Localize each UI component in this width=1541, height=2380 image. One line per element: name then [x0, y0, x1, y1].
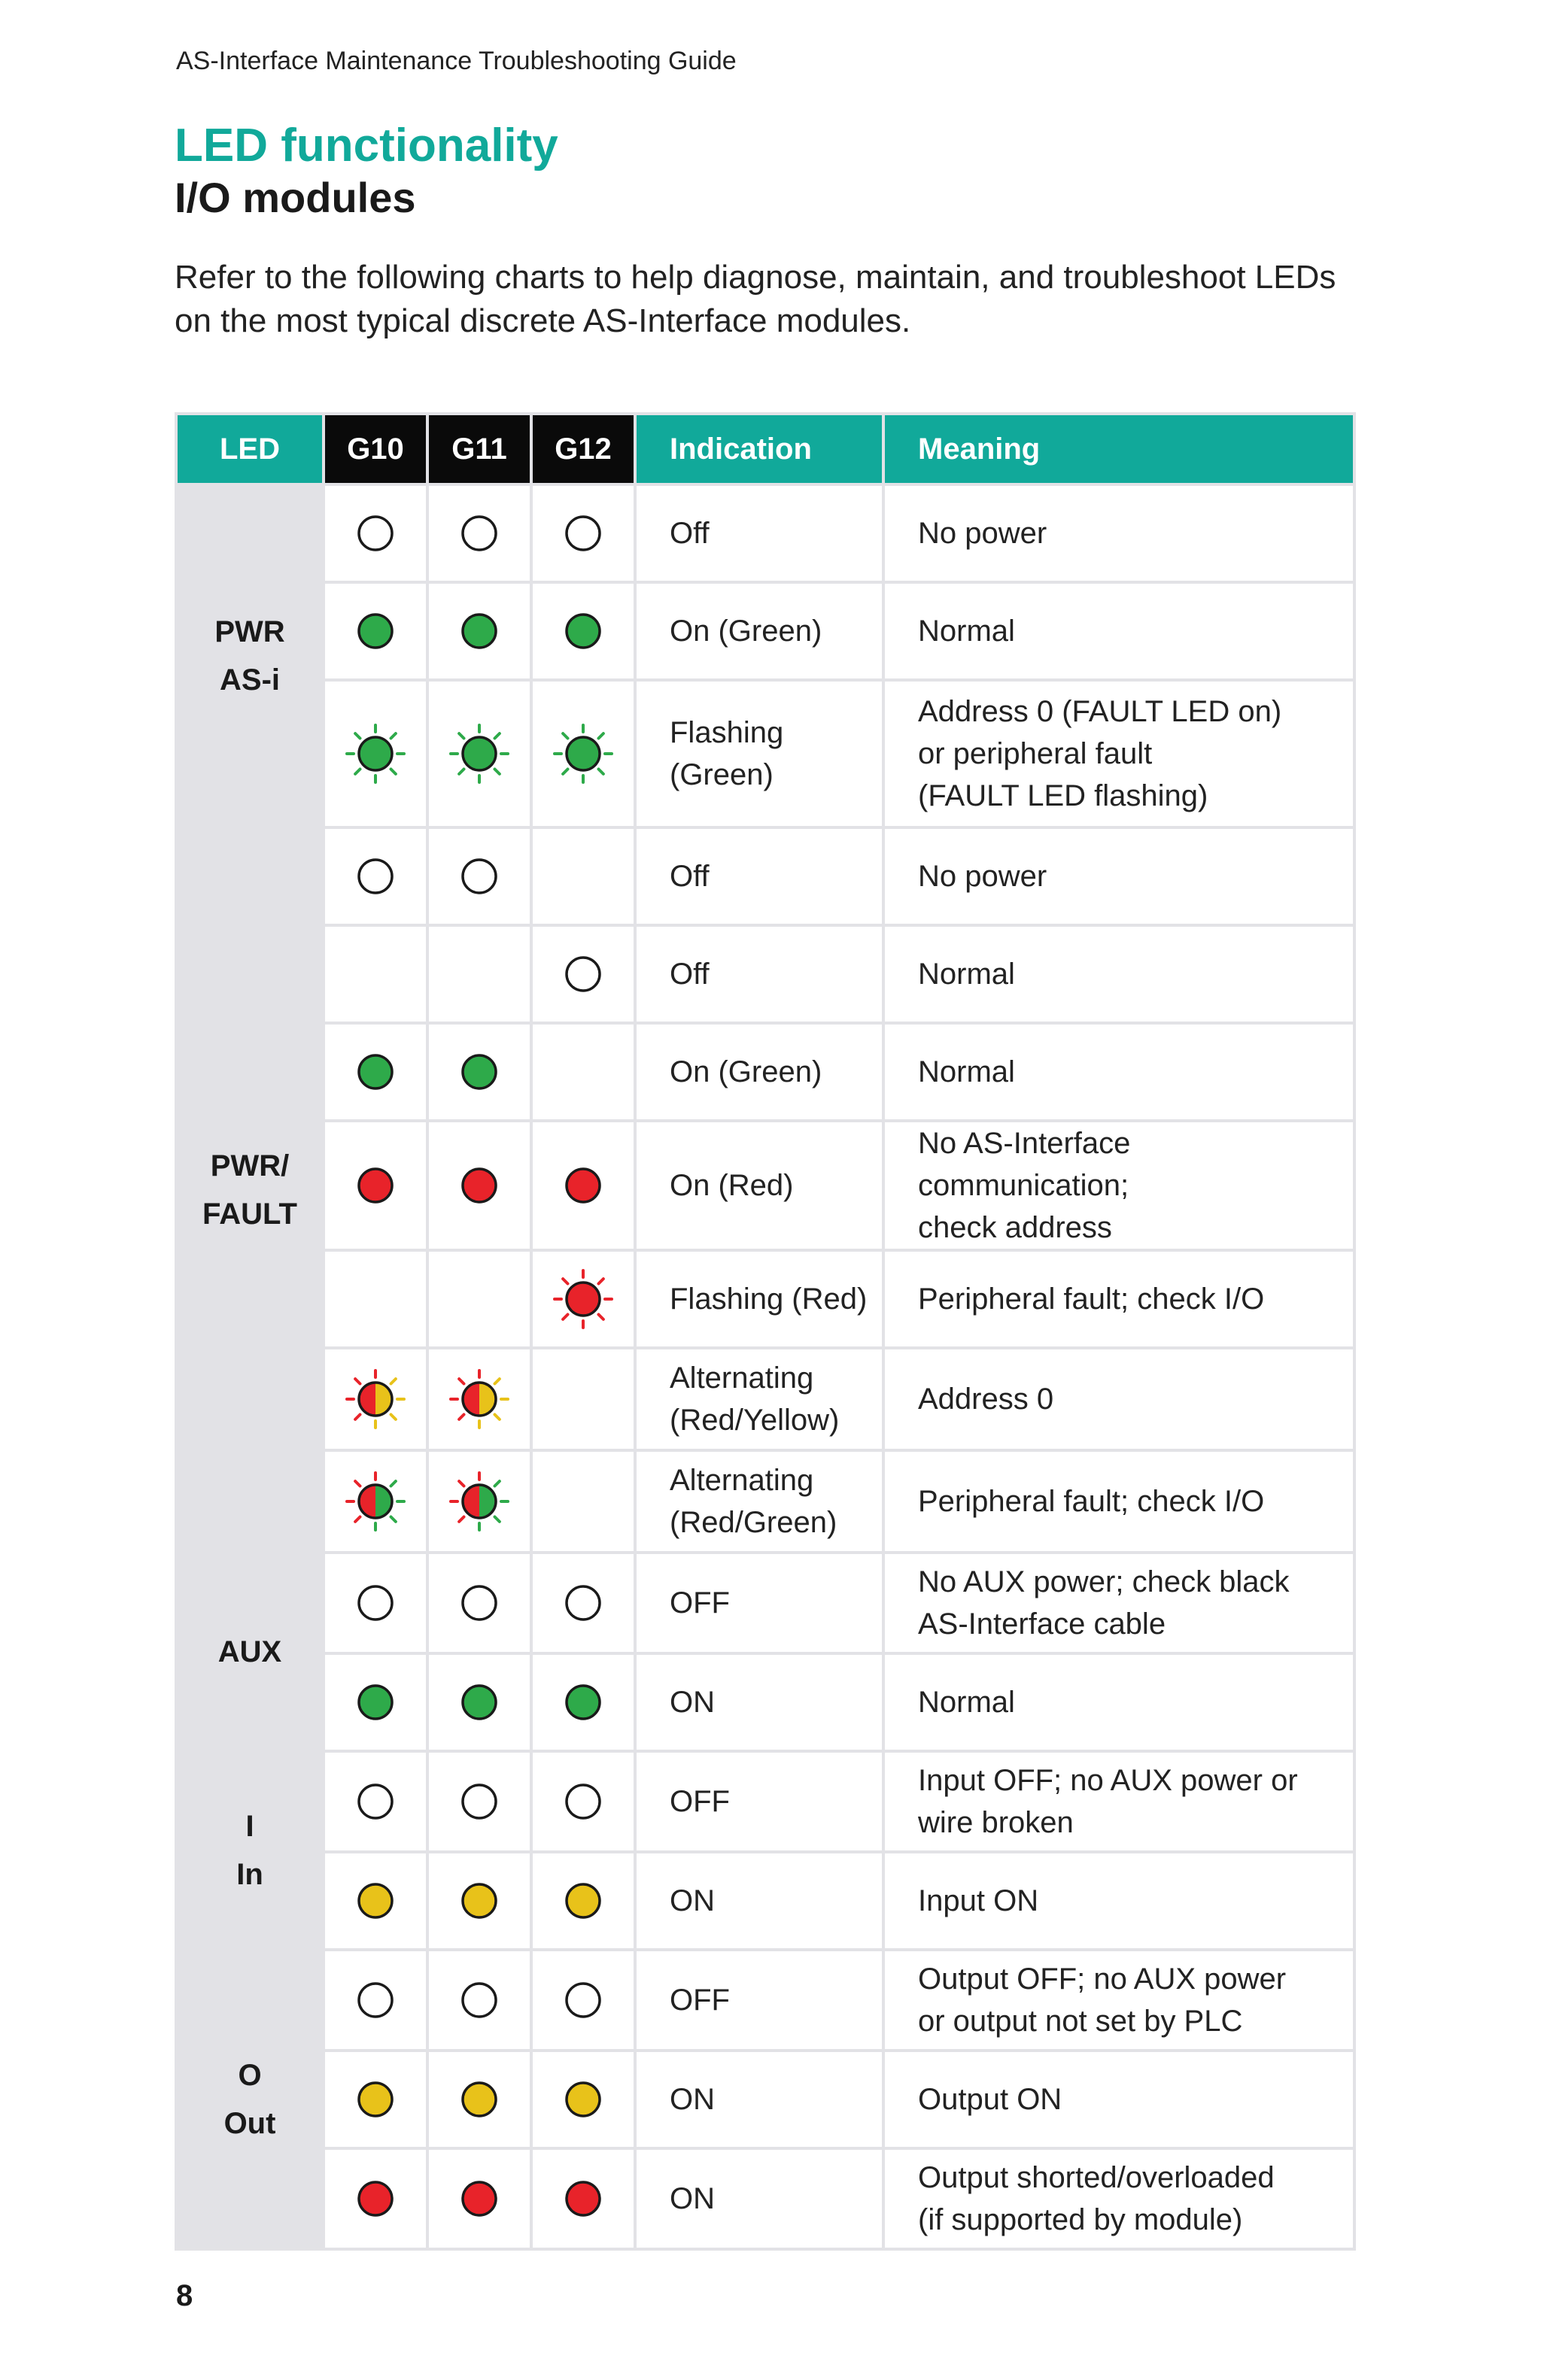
- led-off-icon: [552, 502, 615, 565]
- led-yellow-icon: [448, 1869, 511, 1932]
- led-green-flashing-icon: [448, 722, 511, 785]
- led-cell-g12: [531, 2148, 635, 2249]
- header-led: LED: [176, 414, 324, 484]
- header-g10: G10: [324, 414, 427, 484]
- table-row: [176, 925, 1354, 1023]
- led-cell-g12: [531, 1950, 635, 2051]
- meaning-cell: Normal: [883, 1023, 1354, 1121]
- led-group-label: PWR AS-i: [176, 484, 324, 827]
- led-cell-g12: [531, 925, 635, 1023]
- led-red-icon: [344, 2167, 407, 2230]
- led-cell-g10: [324, 582, 427, 680]
- led-off-icon: [344, 1770, 407, 1833]
- table-body: [176, 484, 1354, 2249]
- led-cell-g11: [427, 2051, 531, 2148]
- led-off-icon: [552, 1969, 615, 2032]
- led-red-icon: [344, 1154, 407, 1217]
- led-cell-g10: [324, 827, 427, 925]
- meaning-cell: No AUX power; check black AS-Interface cable: [883, 1553, 1354, 1653]
- led-red-icon: [552, 1154, 615, 1217]
- led-cell-g12: [531, 1653, 635, 1751]
- led-cell-g12: [531, 680, 635, 827]
- led-off-icon: [552, 1571, 615, 1635]
- meaning-cell: No power: [883, 827, 1354, 925]
- led-cell-g11: [427, 1348, 531, 1450]
- led-off-icon: [344, 845, 407, 908]
- led-cell-g10: [324, 1653, 427, 1751]
- table-row: [176, 1852, 1354, 1950]
- led-cell-g10: [324, 680, 427, 827]
- indication-cell: Off: [635, 484, 883, 582]
- indication-cell: Off: [635, 827, 883, 925]
- led-cell-g12: [531, 827, 635, 925]
- meaning-cell: No AS-Interface communication; check address: [883, 1121, 1354, 1250]
- meaning-cell: Address 0: [883, 1348, 1354, 1450]
- led-group-label: I In: [176, 1751, 324, 1950]
- meaning-cell: Output ON: [883, 2051, 1354, 2148]
- led-cell-g10: [324, 1751, 427, 1852]
- led-yellow-icon: [344, 1869, 407, 1932]
- page-subtitle: I/O modules: [175, 174, 416, 221]
- led-red-yellow-alternating-icon: [448, 1368, 511, 1431]
- led-cell-g12: [531, 582, 635, 680]
- led-cell-g12: [531, 1250, 635, 1348]
- meaning-cell: Address 0 (FAULT LED on) or peripheral fault (FAULT LED flashing): [883, 680, 1354, 827]
- led-cell-g10: [324, 1950, 427, 2051]
- intro-paragraph: Refer to the following charts to help diagnose, maintain, and troubleshoot LEDs on the most typical discrete AS-Interface modules.: [175, 259, 1336, 339]
- indication-cell: On (Green): [635, 1023, 883, 1121]
- header-g12: G12: [531, 414, 635, 484]
- led-cell-g10: [324, 1450, 427, 1553]
- led-functionality-table: [175, 412, 1356, 2251]
- led-cell-g11: [427, 925, 531, 1023]
- meaning-cell: Output shorted/overloaded (if supported by module): [883, 2148, 1354, 2249]
- led-cell-g12: [531, 1348, 635, 1450]
- led-red-icon: [448, 2167, 511, 2230]
- led-green-icon: [344, 1040, 407, 1103]
- led-cell-g12: [531, 1553, 635, 1653]
- table-row: [176, 1250, 1354, 1348]
- led-red-icon: [552, 2167, 615, 2230]
- led-cell-g11: [427, 1950, 531, 2051]
- led-yellow-icon: [552, 1869, 615, 1932]
- meaning-cell: Normal: [883, 1653, 1354, 1751]
- led-cell-g11: [427, 680, 531, 827]
- meaning-cell: Peripheral fault; check I/O: [883, 1250, 1354, 1348]
- led-off-icon: [448, 502, 511, 565]
- meaning-cell: No power: [883, 484, 1354, 582]
- meaning-cell: Input ON: [883, 1852, 1354, 1950]
- led-cell-g10: [324, 484, 427, 582]
- table-header-row: [176, 414, 1354, 484]
- indication-cell: OFF: [635, 1553, 883, 1653]
- led-cell-g10: [324, 1553, 427, 1653]
- meaning-cell: Normal: [883, 582, 1354, 680]
- indication-cell: ON: [635, 2051, 883, 2148]
- led-cell-g10: [324, 1348, 427, 1450]
- indication-cell: Off: [635, 925, 883, 1023]
- led-off-icon: [448, 1571, 511, 1635]
- led-group-label: O Out: [176, 1950, 324, 2249]
- table-row: [176, 1450, 1354, 1553]
- led-cell-g12: [531, 1121, 635, 1250]
- led-off-icon: [448, 845, 511, 908]
- led-cell-g12: [531, 484, 635, 582]
- led-cell-g10: [324, 1250, 427, 1348]
- indication-cell: Alternating (Red/Green): [635, 1450, 883, 1553]
- led-green-flashing-icon: [552, 722, 615, 785]
- led-red-green-alternating-icon: [344, 1470, 407, 1533]
- led-green-flashing-icon: [344, 722, 407, 785]
- table-row: [176, 1121, 1354, 1250]
- indication-cell: ON: [635, 1653, 883, 1751]
- led-green-icon: [448, 1671, 511, 1734]
- table-row: [176, 1653, 1354, 1751]
- indication-cell: On (Green): [635, 582, 883, 680]
- indication-cell: On (Red): [635, 1121, 883, 1250]
- led-cell-g10: [324, 1121, 427, 1250]
- led-cell-g12: [531, 1852, 635, 1950]
- meaning-cell: Normal: [883, 925, 1354, 1023]
- led-cell-g12: [531, 1450, 635, 1553]
- table-row: [176, 2051, 1354, 2148]
- led-green-icon: [552, 600, 615, 663]
- led-green-icon: [344, 1671, 407, 1734]
- led-cell-g12: [531, 1023, 635, 1121]
- led-yellow-icon: [344, 2068, 407, 2131]
- document-header: AS-Interface Maintenance Troubleshooting Guide: [176, 47, 737, 75]
- led-red-icon: [448, 1154, 511, 1217]
- led-off-icon: [552, 943, 615, 1006]
- table-row: [176, 1751, 1354, 1852]
- header-indication: Indication: [635, 414, 883, 484]
- led-cell-g10: [324, 1852, 427, 1950]
- header-g11: G11: [427, 414, 531, 484]
- table-row: [176, 2148, 1354, 2249]
- table-row: [176, 1348, 1354, 1450]
- indication-cell: ON: [635, 1852, 883, 1950]
- header-meaning: Meaning: [883, 414, 1354, 484]
- led-off-icon: [344, 502, 407, 565]
- meaning-cell: Peripheral fault; check I/O: [883, 1450, 1354, 1553]
- indication-cell: OFF: [635, 1751, 883, 1852]
- table-row: [176, 1950, 1354, 2051]
- indication-cell: Flashing (Red): [635, 1250, 883, 1348]
- led-off-icon: [448, 1969, 511, 2032]
- led-cell-g10: [324, 925, 427, 1023]
- table-row: [176, 827, 1354, 925]
- table-row: [176, 484, 1354, 582]
- led-cell-g11: [427, 1023, 531, 1121]
- indication-cell: ON: [635, 2148, 883, 2249]
- indication-cell: Flashing (Green): [635, 680, 883, 827]
- led-group-label: PWR/ FAULT: [176, 827, 324, 1553]
- led-off-icon: [344, 1969, 407, 2032]
- meaning-cell: Output OFF; no AUX power or output not set by PLC: [883, 1950, 1354, 2051]
- led-cell-g12: [531, 2051, 635, 2148]
- led-cell-g10: [324, 2051, 427, 2148]
- led-cell-g11: [427, 1653, 531, 1751]
- table-row: [176, 1553, 1354, 1653]
- led-yellow-icon: [448, 2068, 511, 2131]
- table-row: [176, 680, 1354, 827]
- table-row: [176, 582, 1354, 680]
- led-cell-g11: [427, 2148, 531, 2249]
- led-cell-g11: [427, 1121, 531, 1250]
- led-red-flashing-icon: [552, 1267, 615, 1331]
- led-cell-g11: [427, 827, 531, 925]
- led-cell-g11: [427, 1450, 531, 1553]
- led-red-green-alternating-icon: [448, 1470, 511, 1533]
- led-green-icon: [344, 600, 407, 663]
- led-green-icon: [448, 600, 511, 663]
- page-title: LED functionality: [175, 120, 558, 172]
- led-cell-g11: [427, 484, 531, 582]
- led-yellow-icon: [552, 2068, 615, 2131]
- led-cell-g10: [324, 1023, 427, 1121]
- led-cell-g11: [427, 1250, 531, 1348]
- page-number: 8: [176, 2279, 193, 2312]
- led-green-icon: [552, 1671, 615, 1734]
- led-cell-g11: [427, 1852, 531, 1950]
- led-off-icon: [344, 1571, 407, 1635]
- led-green-icon: [448, 1040, 511, 1103]
- led-cell-g11: [427, 1553, 531, 1653]
- led-red-yellow-alternating-icon: [344, 1368, 407, 1431]
- led-cell-g10: [324, 2148, 427, 2249]
- indication-cell: OFF: [635, 1950, 883, 2051]
- meaning-cell: Input OFF; no AUX power or wire broken: [883, 1751, 1354, 1852]
- led-off-icon: [448, 1770, 511, 1833]
- table-row: [176, 1023, 1354, 1121]
- led-cell-g12: [531, 1751, 635, 1852]
- led-cell-g11: [427, 1751, 531, 1852]
- indication-cell: Alternating (Red/Yellow): [635, 1348, 883, 1450]
- led-off-icon: [552, 1770, 615, 1833]
- led-cell-g11: [427, 582, 531, 680]
- led-group-label: AUX: [176, 1553, 324, 1751]
